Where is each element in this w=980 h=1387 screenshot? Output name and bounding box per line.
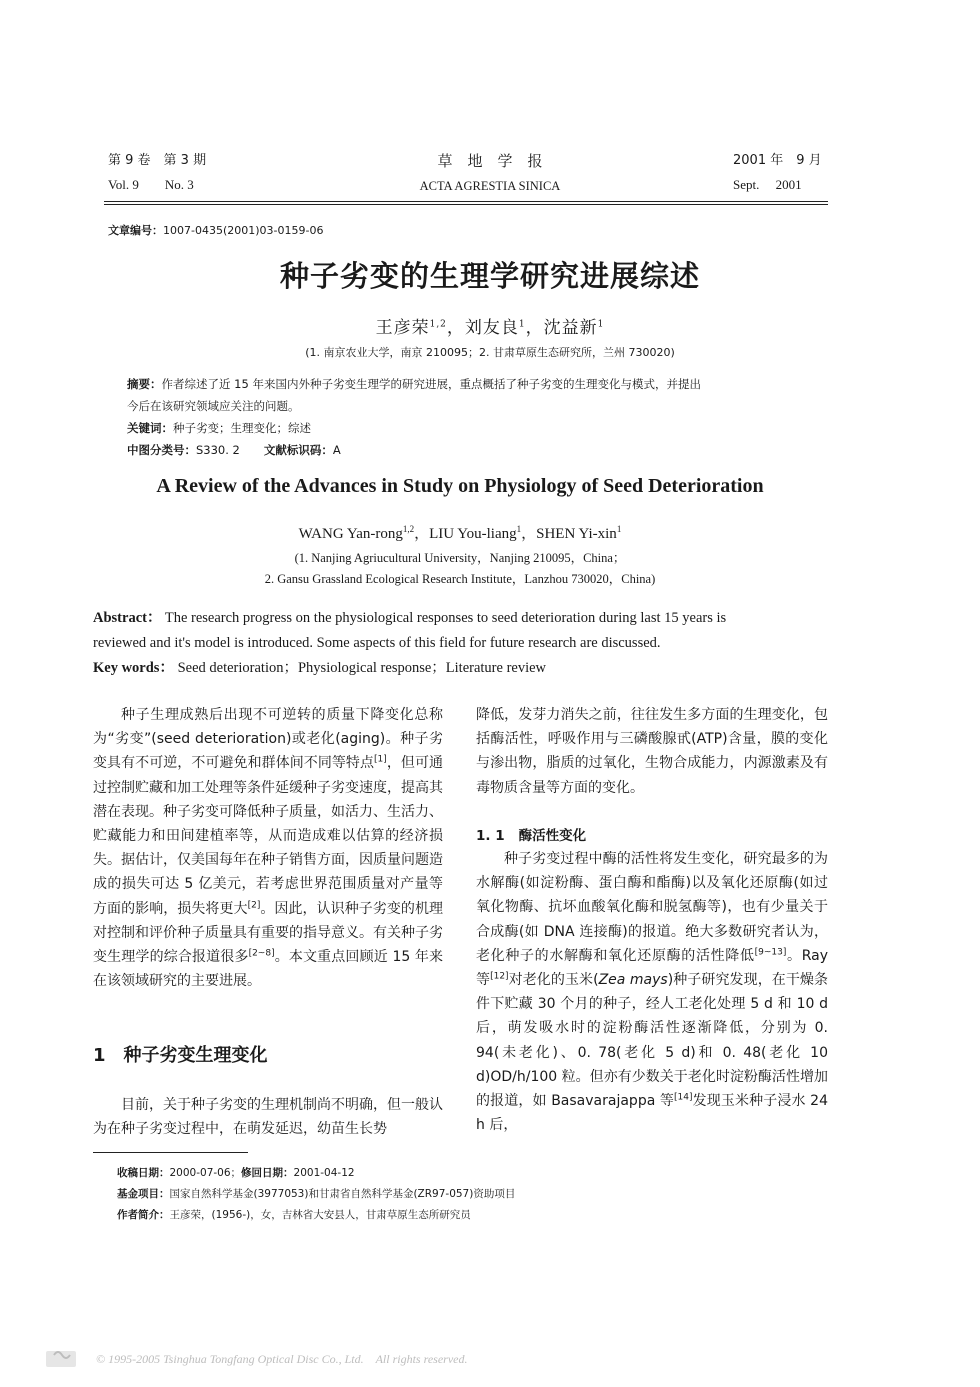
- issue-date-cn: 2001 年 9 月: [733, 153, 822, 168]
- section-1-1-number: 1. 1: [476, 828, 505, 844]
- keywords-cn-label: 关键词：: [127, 421, 173, 435]
- abstract-cn-label: 摘要：: [127, 377, 162, 391]
- header-rule-top: [104, 201, 828, 202]
- enzyme-paragraph: [476, 847, 828, 1137]
- author-en-2: ，LIU You-liang: [414, 526, 517, 542]
- section-1-number: 1: [93, 1045, 106, 1066]
- doc-code-label: 文献标识码：: [263, 443, 333, 457]
- author-bio-label: 作者简介：: [117, 1209, 170, 1221]
- keywords-cn: 种子劣变；生理变化；综述: [173, 421, 311, 435]
- abstract-en-label: Abstract：: [93, 610, 162, 626]
- left-column-section-1: [93, 1093, 443, 1141]
- intro-text-3: 。因此，认识种子劣变的机理对控制和评价种子质量具有重要的指导意义。有关种子劣变生理学的综合报道很多: [93, 900, 444, 966]
- affiliation-en-2: 2. Gansu Grassland Ecological Research Institute，Lanzhou 730020，China): [264, 572, 656, 586]
- volume-issue-en: Vol. 9 No. 3: [108, 177, 194, 192]
- author-cn-1-affil: 1,2: [429, 319, 447, 330]
- intro-text-2: ，但可通过控制贮藏和加工处理等条件延缓种子劣变速度，提高其潜在表现。种子劣变可降低种子质量，如活力、生活力、贮藏能力和田间建植率等，从而造成难以估算的经济损失。据估计，仅美国每年在种子销售方面，因质量问题造成的损失可达 5 亿美元，若考虑世界范围质量对产量等方面的影响，损失将更大: [93, 755, 444, 917]
- header-rule-bottom: [104, 204, 828, 205]
- article-number-value: 1007-0435(2001)03-0159-06: [163, 224, 324, 237]
- article-number-label: 文章编号：: [108, 224, 163, 237]
- keywords-en-label: Key words：: [93, 660, 174, 676]
- affiliation-en-1: (1. Nanjing Agriucultural University，Nanjing 210095，China；: [294, 551, 626, 565]
- enzyme-text-5: 发现玉米种子浸水 24 h 后，: [476, 1093, 828, 1134]
- citation: [9~13]: [754, 947, 787, 958]
- enzyme-text-4: )种子研究发现，在干燥条件下贮藏 30 个月的种子，经人工老化处理 5 d 和 10 d 后，萌发吸水时的淀粉酶活性逐渐降低，分别为 0. 94(未老化)、0. 78(老化 5 d)和 0. 48(老化 10 d)OD/h/100 粒。但亦有少数关于老化时淀粉酶活性增加的报道，如 Basavarajappa 等: [476, 972, 828, 1110]
- publisher-logo-icon: [44, 1345, 80, 1369]
- species-name: Zea mays: [598, 972, 668, 989]
- abstract-en-line-1: The research progress on the physiological responses to seed deterioration during last 15 years is: [164, 610, 727, 626]
- abstract-en: [93, 606, 833, 681]
- article-number: [108, 222, 323, 238]
- citation: [1]: [374, 754, 387, 765]
- citation: [2~8]: [248, 948, 275, 959]
- received-label: 收稿日期：: [117, 1167, 170, 1179]
- clc-label: 中图分类号：: [127, 443, 196, 457]
- author-cn-1: 王彦荣: [375, 318, 430, 338]
- continued-paragraph: 降低，发芽力消失之前，往往发生多方面的生理变化，包括酶活性，呼吸作用与三磷酸腺甙(ATP)含量，膜的变化与渗出物，脂质的过氧化，生物合成能力，内源激素及有毒物质含量等方面的变化。: [476, 707, 828, 796]
- title-cn: 种子劣变的生理学研究进展综述: [279, 259, 700, 293]
- revised-date: 2001-04-12: [293, 1167, 355, 1179]
- author-cn-2: ，刘友良: [446, 318, 519, 338]
- author-en-1-affil: 1,2: [402, 524, 415, 534]
- doc-code: A: [332, 443, 341, 457]
- enzyme-text-2: 。Ray 等: [476, 947, 828, 989]
- title-en: A Review of the Advances in Study on Physiology of Seed Deterioration: [156, 475, 764, 497]
- revised-label: 修回日期：: [241, 1167, 294, 1179]
- enzyme-text-3: 对老化的玉米(: [508, 972, 599, 989]
- author-en-3: ，SHEN Yi-xin: [521, 526, 617, 542]
- right-column: [476, 703, 828, 800]
- intro-text-4: 。本文重点回顾近 15 年来在该领域研究的主要进展。: [93, 949, 443, 990]
- authors-cn: [0, 313, 980, 338]
- fund-text: 国家自然科学基金(3977053)和甘肃省自然科学基金(ZR97-057)资助项目: [169, 1188, 516, 1200]
- copyright-notice: © 1995-2005 Tsinghua Tongfang Optical Disc Co., Ltd. All rights reserved.: [96, 1352, 468, 1366]
- journal-name-cn: 草 地 学 报: [437, 152, 543, 170]
- keywords-en: Seed deterioration；Physiological response；Literature review: [177, 660, 547, 676]
- section-1-title: 种子劣变生理变化: [123, 1045, 268, 1066]
- authors-en: [0, 522, 920, 543]
- footnotes: [117, 1163, 817, 1226]
- author-bio: 王彦荣，(1956-)，女，吉林省大安县人，甘肃草原生态所研究员: [169, 1209, 471, 1221]
- citation: [2]: [247, 899, 261, 910]
- section-1-heading: [93, 1041, 268, 1067]
- section-1-1-heading: [476, 824, 586, 844]
- enzyme-text-1: 种子劣变过程中酶的活性将发生变化，研究最多的为水解酶(如淀粉酶、蛋白酶和酯酶)以及氧化还原酶(如过氧化物酶、抗坏血酸氧化酶和脱氢酶等)，也有少量关于合成酶(如 DNA 连接酶)的报道。绝大多数研究者认为，老化种子的水解酶和氧化还原酶的活性降低: [476, 851, 828, 964]
- author-cn-3-affil: 1: [597, 319, 605, 330]
- author-en-1: WANG Yan-rong: [298, 526, 403, 542]
- intro-text-1: 种子生理成熟后出现不可逆转的质量下降变化总称为“劣变”(seed deterioration)或老化(aging)。种子劣变具有不可逆，不可避免和群体间不同等特点: [93, 707, 443, 772]
- author-en-2-affil: 1: [516, 524, 522, 534]
- journal-name-en: ACTA AGRESTIA SINICA: [419, 179, 561, 193]
- left-column: [93, 703, 443, 993]
- right-column-section-1-1: [476, 847, 828, 1137]
- issue-date-en: Sept. 2001: [733, 177, 802, 192]
- abstract-cn-line-1: 作者综述了近 15 年来国内外种子劣变生理学的研究进展，重点概括了种子劣变的生理变化与模式，并提出: [161, 377, 701, 391]
- citation: [12]: [490, 971, 509, 982]
- abstract-en-line-2: reviewed and it's model is introduced. Some aspects of this field for future research are discussed.: [93, 635, 661, 651]
- abstract-cn: [127, 373, 827, 461]
- section-1-1-title: 酶活性变化: [518, 828, 587, 844]
- intro-paragraph: [93, 703, 443, 993]
- affiliation-cn: (1. 南京农业大学，南京 210095；2. 甘肃草原生态研究所，兰州 730020): [305, 346, 675, 359]
- author-cn-3: ，沈益新: [525, 318, 598, 338]
- section-1-paragraph: 目前，关于种子劣变的生理机制尚不明确，但一般认为在种子劣变过程中，在萌发延迟，幼苗生长势: [93, 1097, 443, 1138]
- author-cn-2-affil: 1: [518, 319, 526, 330]
- received-date: 2000-07-06；: [169, 1167, 242, 1179]
- citation: [14]: [673, 1092, 693, 1103]
- volume-issue-cn: 第 9 卷 第 3 期: [108, 153, 207, 168]
- footnote-rule: [93, 1152, 248, 1153]
- abstract-cn-line-2: 今后在该研究领域应关注的问题。: [127, 399, 300, 413]
- clc-number: S330. 2: [196, 443, 240, 457]
- fund-label: 基金项目：: [117, 1188, 170, 1200]
- author-en-3-affil: 1: [616, 524, 622, 534]
